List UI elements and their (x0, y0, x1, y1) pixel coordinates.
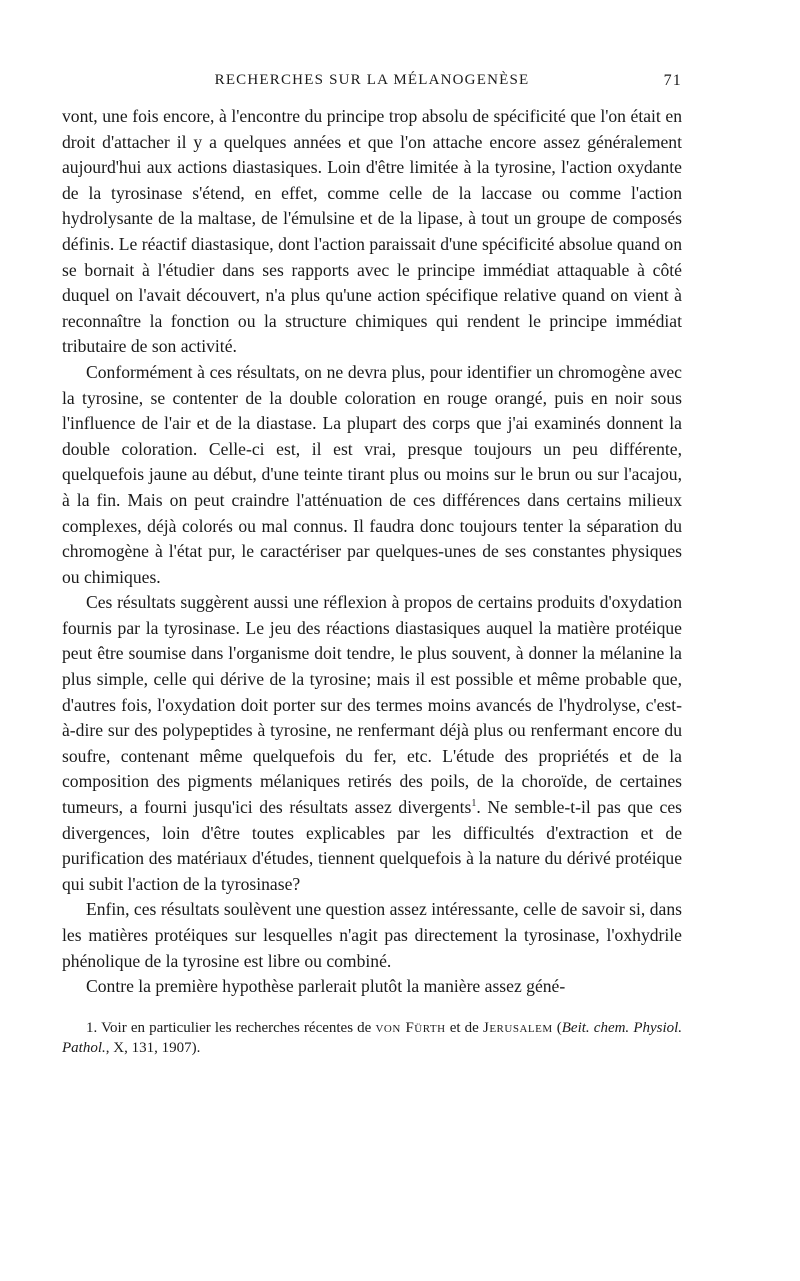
footnote-number: 1. (86, 1019, 98, 1036)
footnote-connector: et de (449, 1019, 479, 1036)
footnote-author-2: Jerusalem (482, 1019, 553, 1036)
footnote (62, 1018, 682, 1058)
page (62, 68, 682, 1058)
footnote-citation-open: ( (556, 1019, 562, 1036)
footnote-journal: Beit. chem. Physiol. Pathol. (62, 1019, 683, 1056)
paragraph-2: Conformément à ces résultats, on ne devra plus, pour identifier un chromogène avec la tyrosine, se contenter de la double coloration en rouge orangé, puis en noir sous l'influence de l'air et de la diastase. La plupart des corps que j'ai examinés donnent la double coloration. Celle-ci est, il est vrai, presque toujours un peu différente, quelquefois jaune au début, d'une teinte tirant plus ou moins sur le brun ou sur l'acajou, à la fin. Mais on peut craindre l'atténuation de ces différences dans certains milieux complexes, déjà colorés ou mal connus. Il faudra donc toujours tenter la séparation du chromogène à l'état pur, le caractériser par quelques-unes de ses constantes physiques ou chimiques. (62, 361, 682, 587)
footnote-author-1: von Fürth (375, 1019, 446, 1036)
footnote-reference[interactable]: 1 (471, 798, 477, 810)
running-head (62, 68, 682, 94)
running-title: RECHERCHES SUR LA MÉLANOGENÈSE (214, 72, 530, 88)
footnote-lead: Voir en particulier les recherches récentes de (101, 1019, 372, 1036)
paragraph-5: Contre la première hypothèse parlerait plutôt la manière assez géné- (86, 976, 566, 997)
paragraph-3-text-before: Ces résultats suggèrent aussi une réflexion à propos de certains produits d'oxydation fournis par la tyrosinase. Le jeu des réactions diastasiques auquel la matière protéique peut être soumise dans l'organisme doit tendre, le plus souvent, à donner la mélanine la plus simple, celle qui dérive de la tyrosine; mais il est possible et même probable que, d'autres fois, l'oxydation doit porter sur des termes moins avancés de l'hydrolyse, c'est-à-dire sur des polypeptides à tyrosine, ne renfermant déjà plus ou renfermant encore du soufre, contenant même quelquefois du fer, etc. L'étude des propriétés et de la composition des pigments mélaniques retirés des poils, de la choroïde, de certaines tumeurs, a fourni jusqu'ici des résultats assez divergents (62, 592, 682, 818)
body-text (62, 104, 682, 1000)
paragraph-3 (62, 590, 682, 897)
page-number: 71 (663, 72, 682, 89)
footnote-details: , X, 131, 1907). (105, 1039, 201, 1056)
paragraph-1: vont, une fois encore, à l'encontre du principe trop absolu de spécificité que l'on était en droit d'attacher il y a quelques années et que l'on attache encore assez généralement aujourd'hui aux actions diastasiques. Loin d'être limitée à la tyrosine, l'action oxydante de la tyrosinase s'étend, en effet, comme celle de la laccase ou comme l'action hydrolysante de la maltase, de l'émulsine et de la lipase, à tout un groupe de composés définis. Le réactif diastasique, dont l'action paraissait d'une spécificité absolue quand on se bornait à l'étudier dans ses rapports avec le principe immédiat attaquable à côté duquel on l'avait découvert, n'a plus qu'une action spécifique relative quand on vient à reconnaître la fonction ou la structure chimiques qui rendent le principe immédiat tributaire de son activité. (62, 106, 682, 357)
paragraph-3-text-after: . Ne semble-t-il pas que ces divergences, loin d'être toutes explicables par les difficultés d'extraction et de purification des matériaux d'études, tiennent quelquefois à la nature du dérivé protéique qui subit l'action de la tyrosinase? (62, 797, 682, 894)
paragraph-4: Enfin, ces résultats soulèvent une question assez intéressante, celle de savoir si, dans les matières protéiques sur lesquelles n'agit pas directement la tyrosinase, l'oxhydrile phénolique de la tyrosine est libre ou combiné. (62, 899, 682, 971)
